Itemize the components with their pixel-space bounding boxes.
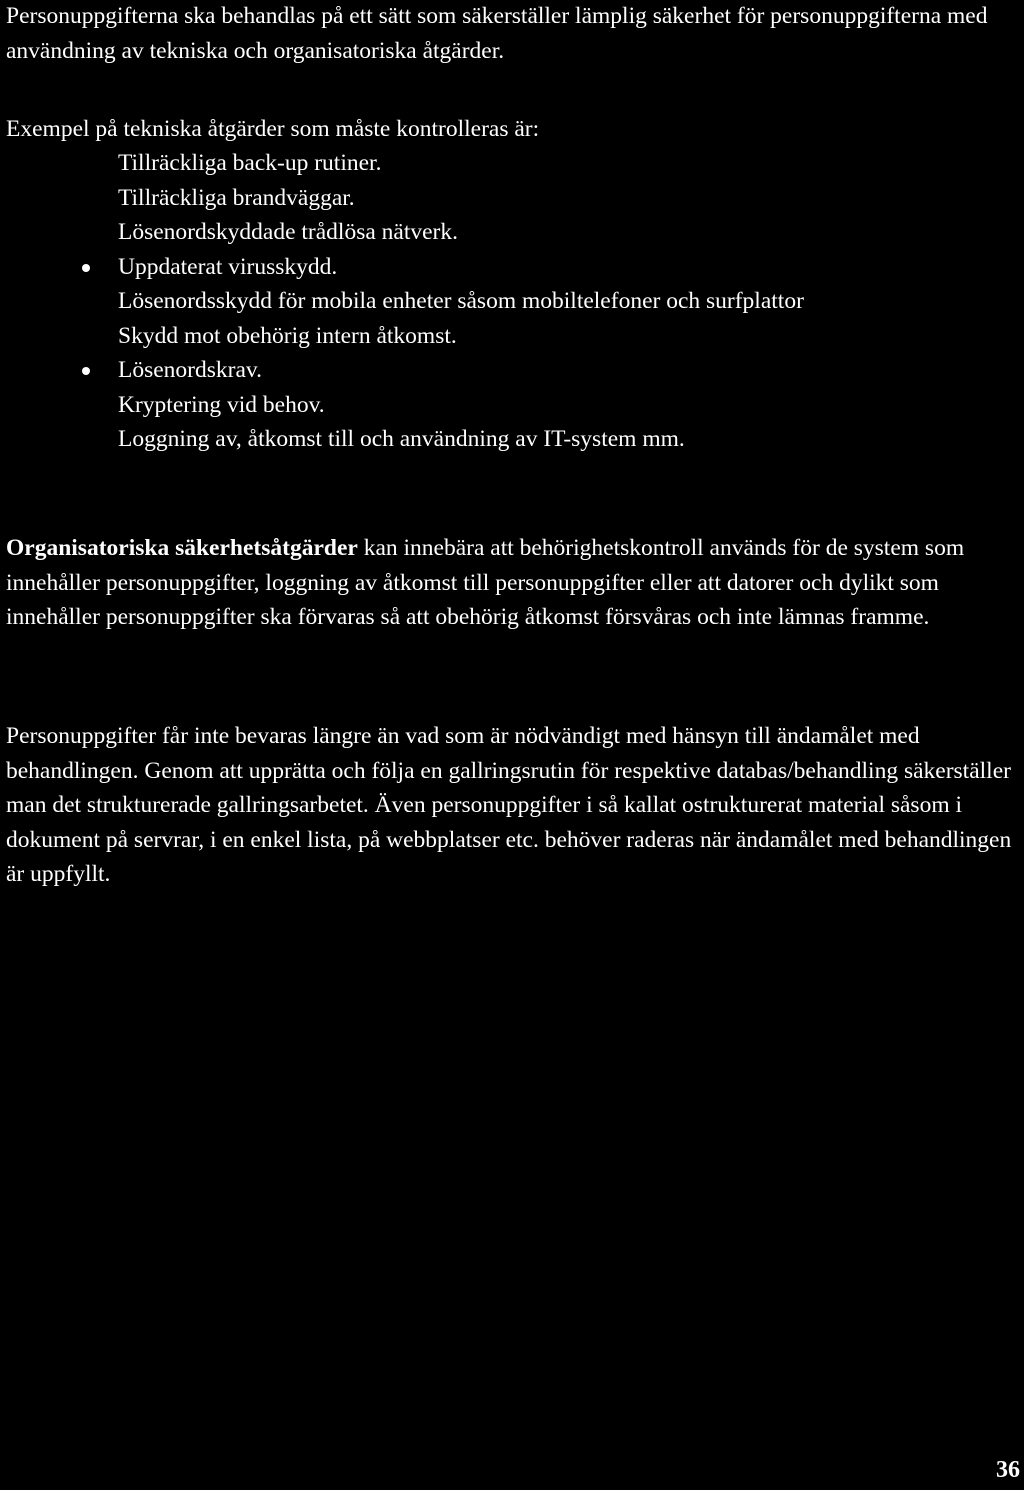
list-item-text: Tillräckliga back-up rutiner. [118, 150, 382, 176]
organisational-measures-text: kan innebära att behörighetskontroll används för de system som innehåller personuppgifter, loggning av åtkomst till personuppgifter eller att datorer och dylikt som innehåller personuppgifter ska förvaras så att obehörig åtkomst försvåras och inte lämnas framme. [6, 535, 965, 630]
list-item [0, 284, 1020, 319]
list-item-text: Uppdaterat virusskydd. [118, 253, 338, 280]
list-item [0, 181, 1020, 216]
list-item-text: Lösenordskyddade trådlösa nätverk. [118, 219, 458, 245]
bullet-icon [82, 367, 90, 375]
organisational-measures-term: Organisatoriska säkerhetsåtgärder [6, 535, 358, 561]
list-item [0, 353, 1020, 388]
list-item-text: Lösenordsskydd för mobila enheter såsom mobiltelefoner och surfplattor [118, 288, 804, 314]
list-item [0, 146, 1020, 181]
list-item [0, 319, 1020, 354]
list-item [0, 250, 1020, 285]
list-item-text: Skydd mot obehörig intern åtkomst. [118, 322, 457, 349]
organisational-measures-paragraph [6, 531, 1020, 635]
list-item-text: Loggning av, åtkomst till och användning av IT-system mm. [118, 426, 685, 452]
page-number: 36 [996, 1457, 1020, 1483]
technical-measures-list [0, 146, 1020, 457]
list-item [0, 422, 1020, 457]
list-item [0, 388, 1020, 423]
list-item-text: Lösenordskrav. [118, 357, 263, 383]
intro-paragraph: Personuppgifterna ska behandlas på ett sätt som säkerställer lämplig säkerhet för personuppgifterna med användning av tekniska och organisatoriska åtgärder. [6, 3, 988, 64]
list-item [0, 215, 1020, 250]
examples-heading: Exempel på tekniska åtgärder som måste kontrolleras är: [6, 116, 540, 142]
list-item-text: Tillräckliga brandväggar. [118, 184, 355, 211]
list-item-text: Kryptering vid behov. [118, 391, 325, 418]
bullet-icon [82, 264, 90, 272]
retention-paragraph: Personuppgifter får inte bevaras längre än vad som är nödvändigt med hänsyn till ändamålet med behandlingen. Genom att upprätta och följa en gallringsrutin för respektive databas/behandling säkerställer man det strukturerade gallringsarbetet. Även personuppgifter i så kallat ostrukturerat material såsom i dokument på servrar, i en enkel lista, på webbplatser etc. behöver raderas när ändamålet med behandlingen är uppfyllt. [6, 723, 1012, 887]
